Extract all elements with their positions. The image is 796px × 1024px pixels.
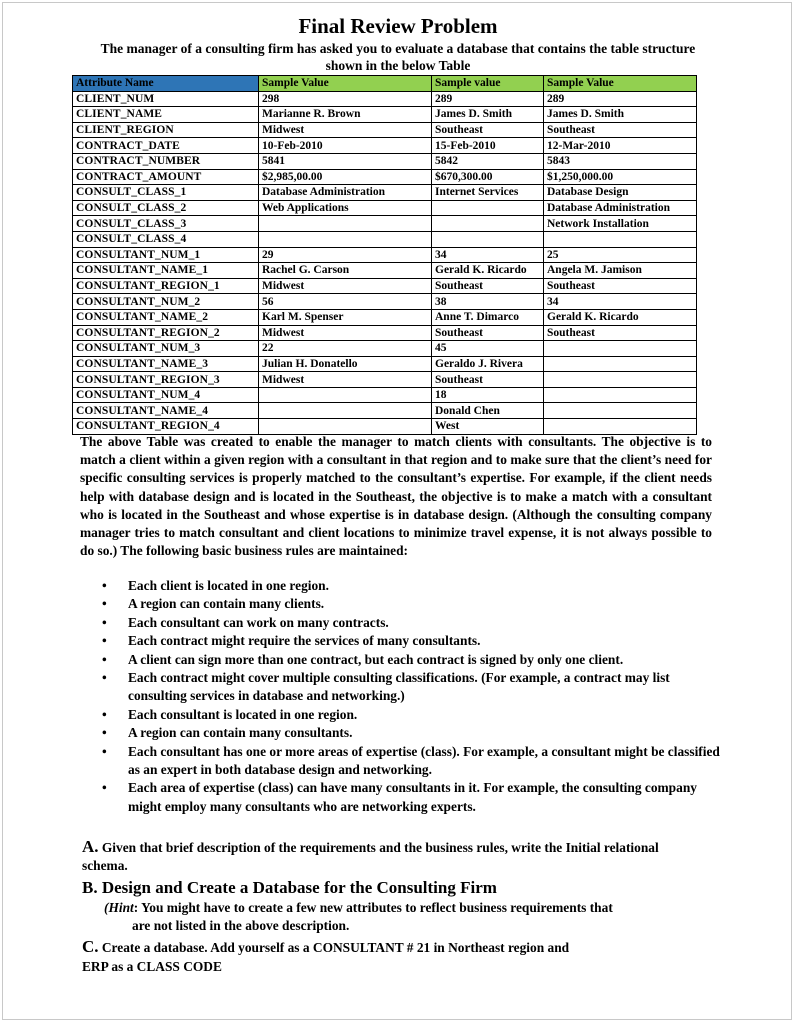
attribute-name-cell: CONSULTANT_NAME_2 [73, 309, 259, 325]
sample-value-cell: 22 [259, 341, 432, 357]
sample-value-cell: James D. Smith [432, 107, 544, 123]
sample-value-cell [544, 403, 697, 419]
table-row [73, 387, 697, 403]
list-item [80, 724, 720, 742]
bullet-icon: • [102, 651, 107, 667]
bullet-icon: • [102, 725, 107, 741]
header-sample-value-3: Sample Value [544, 76, 697, 92]
bullet-icon: • [102, 780, 107, 796]
table-row [73, 107, 697, 123]
rule-text: A client can sign more than one contract, but each contract is signed by only one client. [128, 651, 624, 667]
list-item [80, 706, 720, 724]
table-row [73, 403, 697, 419]
table-row [73, 263, 697, 279]
sample-value-cell: 45 [432, 341, 544, 357]
page-title: Final Review Problem [298, 14, 498, 38]
question-a-letter: A. [82, 837, 99, 856]
sample-value-cell: Southeast [432, 372, 544, 388]
bullet-icon: • [102, 706, 107, 722]
attribute-name-cell: CONSULTANT_NUM_3 [73, 341, 259, 357]
sample-value-cell: 15-Feb-2010 [432, 138, 544, 154]
table-row [73, 200, 697, 216]
sample-value-cell: Anne T. Dimarco [432, 309, 544, 325]
header-sample-value-2: Sample value [432, 76, 544, 92]
sample-value-cell [544, 419, 697, 435]
table-row [73, 294, 697, 310]
sample-value-cell: Southeast [544, 278, 697, 294]
sample-value-cell [544, 356, 697, 372]
sample-value-cell [544, 231, 697, 247]
attribute-name-cell: CONSULT_CLASS_1 [73, 185, 259, 201]
attribute-table [72, 75, 697, 435]
sample-value-cell: 10-Feb-2010 [259, 138, 432, 154]
sample-value-cell [259, 231, 432, 247]
attribute-name-cell: CLIENT_REGION [73, 122, 259, 138]
table-body [73, 91, 697, 434]
header-sample-value-1: Sample Value [259, 76, 432, 92]
rule-text: Each area of expertise (class) can have many consultants in it. For example, the consulting company might employ many consultants who are networking experts. [128, 780, 697, 814]
sample-value-cell: 5842 [432, 153, 544, 169]
sample-value-cell: Geraldo J. Rivera [432, 356, 544, 372]
attribute-name-cell: CONSULTANT_NAME_3 [73, 356, 259, 372]
bullet-icon: • [102, 633, 107, 649]
rule-text: Each consultant can work on many contracts. [128, 614, 389, 630]
sample-value-cell [259, 403, 432, 419]
sample-value-cell [544, 387, 697, 403]
bullet-icon: • [102, 670, 107, 686]
list-item [80, 651, 720, 669]
attribute-name-cell: CONSULTANT_REGION_3 [73, 372, 259, 388]
rule-text: Each consultant is located in one region. [128, 706, 358, 722]
sample-value-cell: Network Installation [544, 216, 697, 232]
description-paragraph: The above Table was created to enable the manager to match clients with consultants. The objective is to match a client within a given region with a consultant in that region and to make sure that the client’s need for specific consulting services is properly matched to the consultant’s expertise. For example, if the client needs help with database design and is located in the Southeast, the objective is to make a match with a consultant who is located in the Southeast and whose expertise is in database design. (Although the consulting company manager tries to match consultant and client locations to minimize travel expense, it is not always possible to do so.) The following basic business rules are maintained: [80, 434, 712, 559]
table-row [73, 185, 697, 201]
sample-value-cell: $1,250,000.00 [544, 169, 697, 185]
question-b-hint [82, 899, 722, 917]
sample-value-cell [544, 341, 697, 357]
attribute-name-cell: CONSULTANT_NUM_1 [73, 247, 259, 263]
sample-value-cell: Internet Services [432, 185, 544, 201]
list-item [80, 669, 720, 706]
question-c-letter: C. [82, 937, 99, 956]
attribute-name-cell: CLIENT_NAME [73, 107, 259, 123]
sample-value-cell: Database Design [544, 185, 697, 201]
question-a [82, 838, 702, 875]
attribute-name-cell: CONSULTANT_NUM_2 [73, 294, 259, 310]
table-row [73, 247, 697, 263]
table-row [73, 356, 697, 372]
table-row [73, 325, 697, 341]
sample-value-cell: Southeast [544, 122, 697, 138]
sample-value-cell: Midwest [259, 372, 432, 388]
attribute-name-cell: CONTRACT_AMOUNT [73, 169, 259, 185]
list-item [80, 595, 720, 613]
table-row [73, 216, 697, 232]
table-row [73, 419, 697, 435]
sample-value-cell: Midwest [259, 325, 432, 341]
sample-value-cell: Rachel G. Carson [259, 263, 432, 279]
question-b-letter: B. [82, 878, 98, 897]
bullet-icon: • [102, 578, 107, 593]
sample-value-cell: Southeast [432, 122, 544, 138]
table-row [73, 138, 697, 154]
sample-value-cell: 5841 [259, 153, 432, 169]
hint-text: : You might have to create a few new attributes to reflect business requirements that [133, 900, 613, 915]
question-c-line2: ERP as a CLASS CODE [82, 958, 222, 974]
sample-value-cell: 34 [432, 247, 544, 263]
question-b-hint-line2 [82, 917, 722, 935]
attribute-name-cell: CONSULTANT_REGION_1 [73, 278, 259, 294]
list-item [80, 632, 720, 650]
sample-value-cell: Gerald K. Ricardo [544, 309, 697, 325]
sample-value-cell: Southeast [432, 278, 544, 294]
sample-value-cell: Midwest [259, 278, 432, 294]
rule-text: A region can contain many clients. [128, 596, 325, 612]
rule-text: Each contract might cover multiple consulting classifications. (For example, a contract may list consulting services in database and networking.) [128, 670, 670, 704]
question-c-text: Create a database. Add yourself as a CONSULTANT # 21 in Northeast region and [98, 940, 570, 955]
sample-value-cell: Gerald K. Ricardo [432, 263, 544, 279]
hint-text-2: are not listed in the above description. [132, 918, 350, 933]
attribute-name-cell: CONSULT_CLASS_2 [73, 200, 259, 216]
header-attribute-name: Attribute Name [73, 76, 259, 92]
rule-text: Each consultant has one or more areas of expertise (class). For example, a consultant might be classified as an expert in both database design and networking. [128, 743, 720, 778]
attribute-name-cell: CONSULTANT_NAME_1 [73, 263, 259, 279]
sample-value-cell: West [432, 419, 544, 435]
sample-value-cell [544, 372, 697, 388]
sample-value-cell: Angela M. Jamison [544, 263, 697, 279]
table-header-row [73, 76, 697, 92]
table-row [73, 122, 697, 138]
sample-value-cell: Midwest [259, 122, 432, 138]
rule-text: Each contract might require the services of many consultants. [128, 633, 481, 649]
sample-value-cell: 56 [259, 294, 432, 310]
attribute-name-cell: CONTRACT_NUMBER [73, 153, 259, 169]
sample-value-cell: Karl M. Spenser [259, 309, 432, 325]
rule-text: A region can contain many consultants. [128, 725, 353, 741]
list-item [80, 614, 720, 632]
attribute-name-cell: CLIENT_NUM [73, 91, 259, 107]
sample-value-cell: Web Applications [259, 200, 432, 216]
sample-value-cell: Southeast [544, 325, 697, 341]
sample-value-cell [259, 216, 432, 232]
sample-value-cell: James D. Smith [544, 107, 697, 123]
sample-value-cell: $2,985,00.00 [259, 169, 432, 185]
list-item [80, 779, 720, 816]
sample-value-cell: 18 [432, 387, 544, 403]
attribute-name-cell: CONSULTANT_NAME_4 [73, 403, 259, 419]
question-b-heading-text: Design and Create a Database for the Consulting Firm [97, 878, 497, 897]
sample-value-cell: 5843 [544, 153, 697, 169]
sample-value-cell: 29 [259, 247, 432, 263]
table-row [73, 91, 697, 107]
list-item [80, 743, 720, 780]
attribute-name-cell: CONSULTANT_REGION_4 [73, 419, 259, 435]
sample-value-cell: 298 [259, 91, 432, 107]
hint-label: (Hint [104, 900, 134, 915]
sample-value-cell [432, 216, 544, 232]
sample-value-cell: 25 [544, 247, 697, 263]
question-b-heading [82, 877, 722, 899]
question-b [82, 877, 722, 935]
page-subtitle: The manager of a consulting firm has asked you to evaluate a database that contains the table structure shown in the below Table [100, 41, 696, 73]
sample-value-cell: 289 [432, 91, 544, 107]
table-row [73, 309, 697, 325]
sample-value-cell [259, 387, 432, 403]
sample-value-cell: Julian H. Donatello [259, 356, 432, 372]
question-a-text: Given that brief description of the requirements and the business rules, write the Initial relational schema. [82, 840, 659, 873]
sample-value-cell [432, 231, 544, 247]
question-c [82, 938, 722, 976]
attribute-name-cell: CONSULTANT_REGION_2 [73, 325, 259, 341]
table-row [73, 231, 697, 247]
table-row [73, 372, 697, 388]
sample-value-cell: Southeast [432, 325, 544, 341]
attribute-name-cell: CONSULT_CLASS_4 [73, 231, 259, 247]
sample-value-cell: 12-Mar-2010 [544, 138, 697, 154]
bullet-icon: • [102, 614, 107, 630]
rule-text: Each client is located in one region. [128, 578, 329, 593]
sample-value-cell [432, 200, 544, 216]
sample-value-cell: Marianne R. Brown [259, 107, 432, 123]
table-row [73, 169, 697, 185]
list-item [80, 577, 720, 595]
business-rules-list [80, 577, 720, 816]
sample-value-cell: $670,300.00 [432, 169, 544, 185]
sample-value-cell: 38 [432, 294, 544, 310]
table-row [73, 153, 697, 169]
table-row [73, 341, 697, 357]
sample-value-cell [259, 419, 432, 435]
attribute-name-cell: CONSULTANT_NUM_4 [73, 387, 259, 403]
sample-value-cell: Database Administration [544, 200, 697, 216]
attribute-name-cell: CONSULT_CLASS_3 [73, 216, 259, 232]
table-row [73, 278, 697, 294]
sample-value-cell: 34 [544, 294, 697, 310]
question-c-line1 [82, 938, 722, 958]
bullet-icon: • [102, 596, 107, 612]
sample-value-cell: 289 [544, 91, 697, 107]
sample-value-cell: Donald Chen [432, 403, 544, 419]
sample-value-cell: Database Administration [259, 185, 432, 201]
attribute-name-cell: CONTRACT_DATE [73, 138, 259, 154]
bullet-icon: • [102, 743, 107, 759]
